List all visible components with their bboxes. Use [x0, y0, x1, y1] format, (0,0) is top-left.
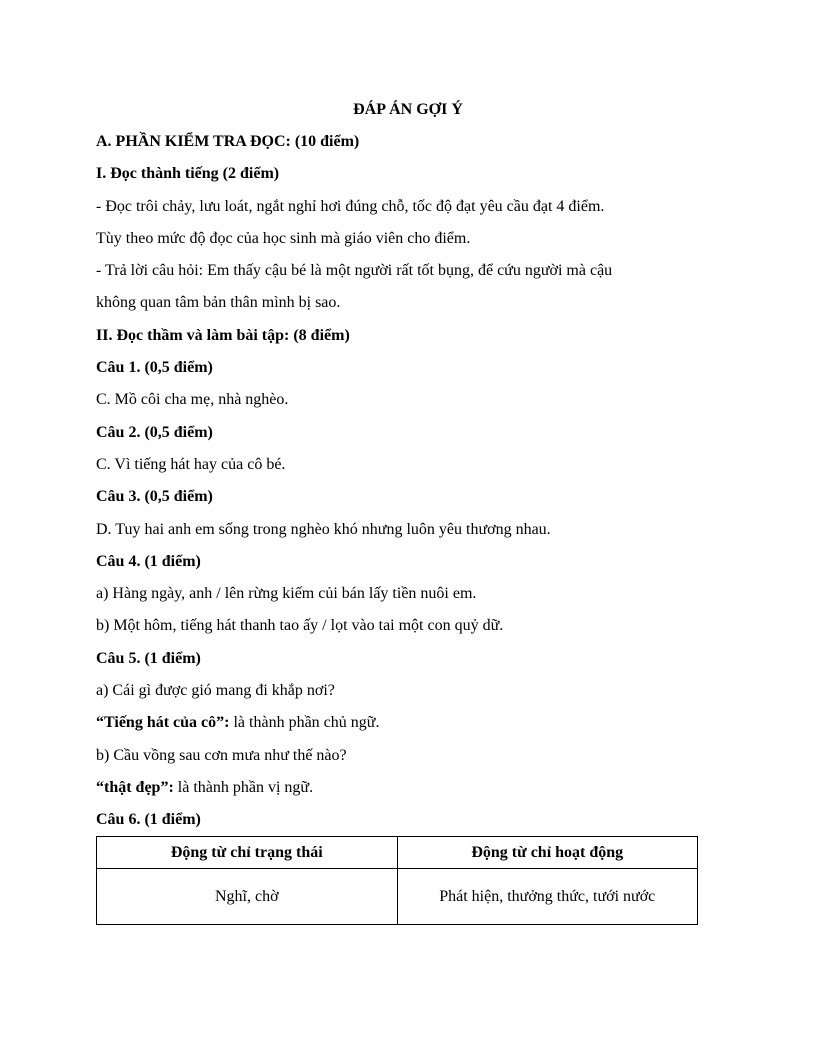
question-4-answer-b: b) Một hôm, tiếng hát thanh tao ấy / lọt vào tai một con quỷ dữ.	[96, 617, 504, 635]
question-1-answer: C. Mồ côi cha mẹ, nhà nghèo.	[96, 391, 289, 409]
question-5-answer-a: a) Cái gì được gió mang đi khắp nơi?	[96, 682, 335, 700]
question-2-label: Câu 2. (0,5 điểm)	[96, 423, 213, 441]
question-3-answer: D. Tuy hai anh em sống trong nghèo khó nhưng luôn yêu thương nhau.	[96, 520, 551, 538]
question-3-label: Câu 3. (0,5 điểm)	[96, 488, 213, 506]
question-5-answer-b-explanation	[96, 772, 720, 804]
part-1-line: không quan tâm bản thân mình bị sao.	[96, 294, 341, 312]
part-1-line: Tùy theo mức độ đọc của học sinh mà giáo viên cho điểm.	[96, 229, 471, 247]
predicate-phrase: “thật đẹp”:	[96, 778, 174, 796]
predicate-phrase-note: là thành phần vị ngữ.	[173, 778, 314, 796]
subject-phrase-note: là thành phần chủ ngữ.	[229, 714, 380, 732]
part-1-heading: I. Đọc thành tiếng (2 điểm)	[96, 165, 280, 183]
question-1-label: Câu 1. (0,5 điểm)	[96, 359, 213, 377]
action-verbs-cell: Phát hiện, thưởng thức, tưới nước	[397, 869, 698, 925]
part-1-line: - Đọc trôi chảy, lưu loát, ngắt nghỉ hơi đúng chỗ, tốc độ đạt yêu cầu đạt 4 điểm.	[96, 197, 605, 215]
question-5-label: Câu 5. (1 điểm)	[96, 649, 201, 667]
document-title: ĐÁP ÁN GỢI Ý	[353, 101, 463, 118]
question-5-answer-b: b) Cầu vồng sau cơn mưa như thế nào?	[96, 746, 347, 764]
question-4-label: Câu 4. (1 điểm)	[96, 552, 201, 570]
part-2-heading: II. Đọc thầm và làm bài tập: (8 điểm)	[96, 326, 350, 344]
verb-classification-table	[96, 836, 698, 925]
column-header-state-verbs: Động từ chỉ trạng thái	[97, 837, 398, 869]
part-1-line: - Trả lời câu hỏi: Em thấy cậu bé là một người rất tốt bụng, để cứu người mà cậu	[96, 262, 613, 280]
table-header-row	[97, 837, 698, 869]
answer-key-page	[96, 94, 720, 837]
state-verbs-cell: Nghĩ, chờ	[97, 869, 398, 925]
column-header-action-verbs: Động từ chỉ hoạt động	[397, 837, 698, 869]
question-6-label: Câu 6. (1 điểm)	[96, 811, 201, 829]
question-5-answer-a-explanation	[96, 707, 720, 739]
table-row	[97, 869, 698, 925]
subject-phrase: “Tiếng hát của cô”:	[96, 714, 230, 732]
question-2-answer: C. Vì tiếng hát hay của cô bé.	[96, 455, 286, 473]
section-a-heading: A. PHẦN KIỂM TRA ĐỌC: (10 điểm)	[96, 133, 360, 150]
question-4-answer-a: a) Hàng ngày, anh / lên rừng kiếm củi bán lấy tiền nuôi em.	[96, 585, 477, 603]
